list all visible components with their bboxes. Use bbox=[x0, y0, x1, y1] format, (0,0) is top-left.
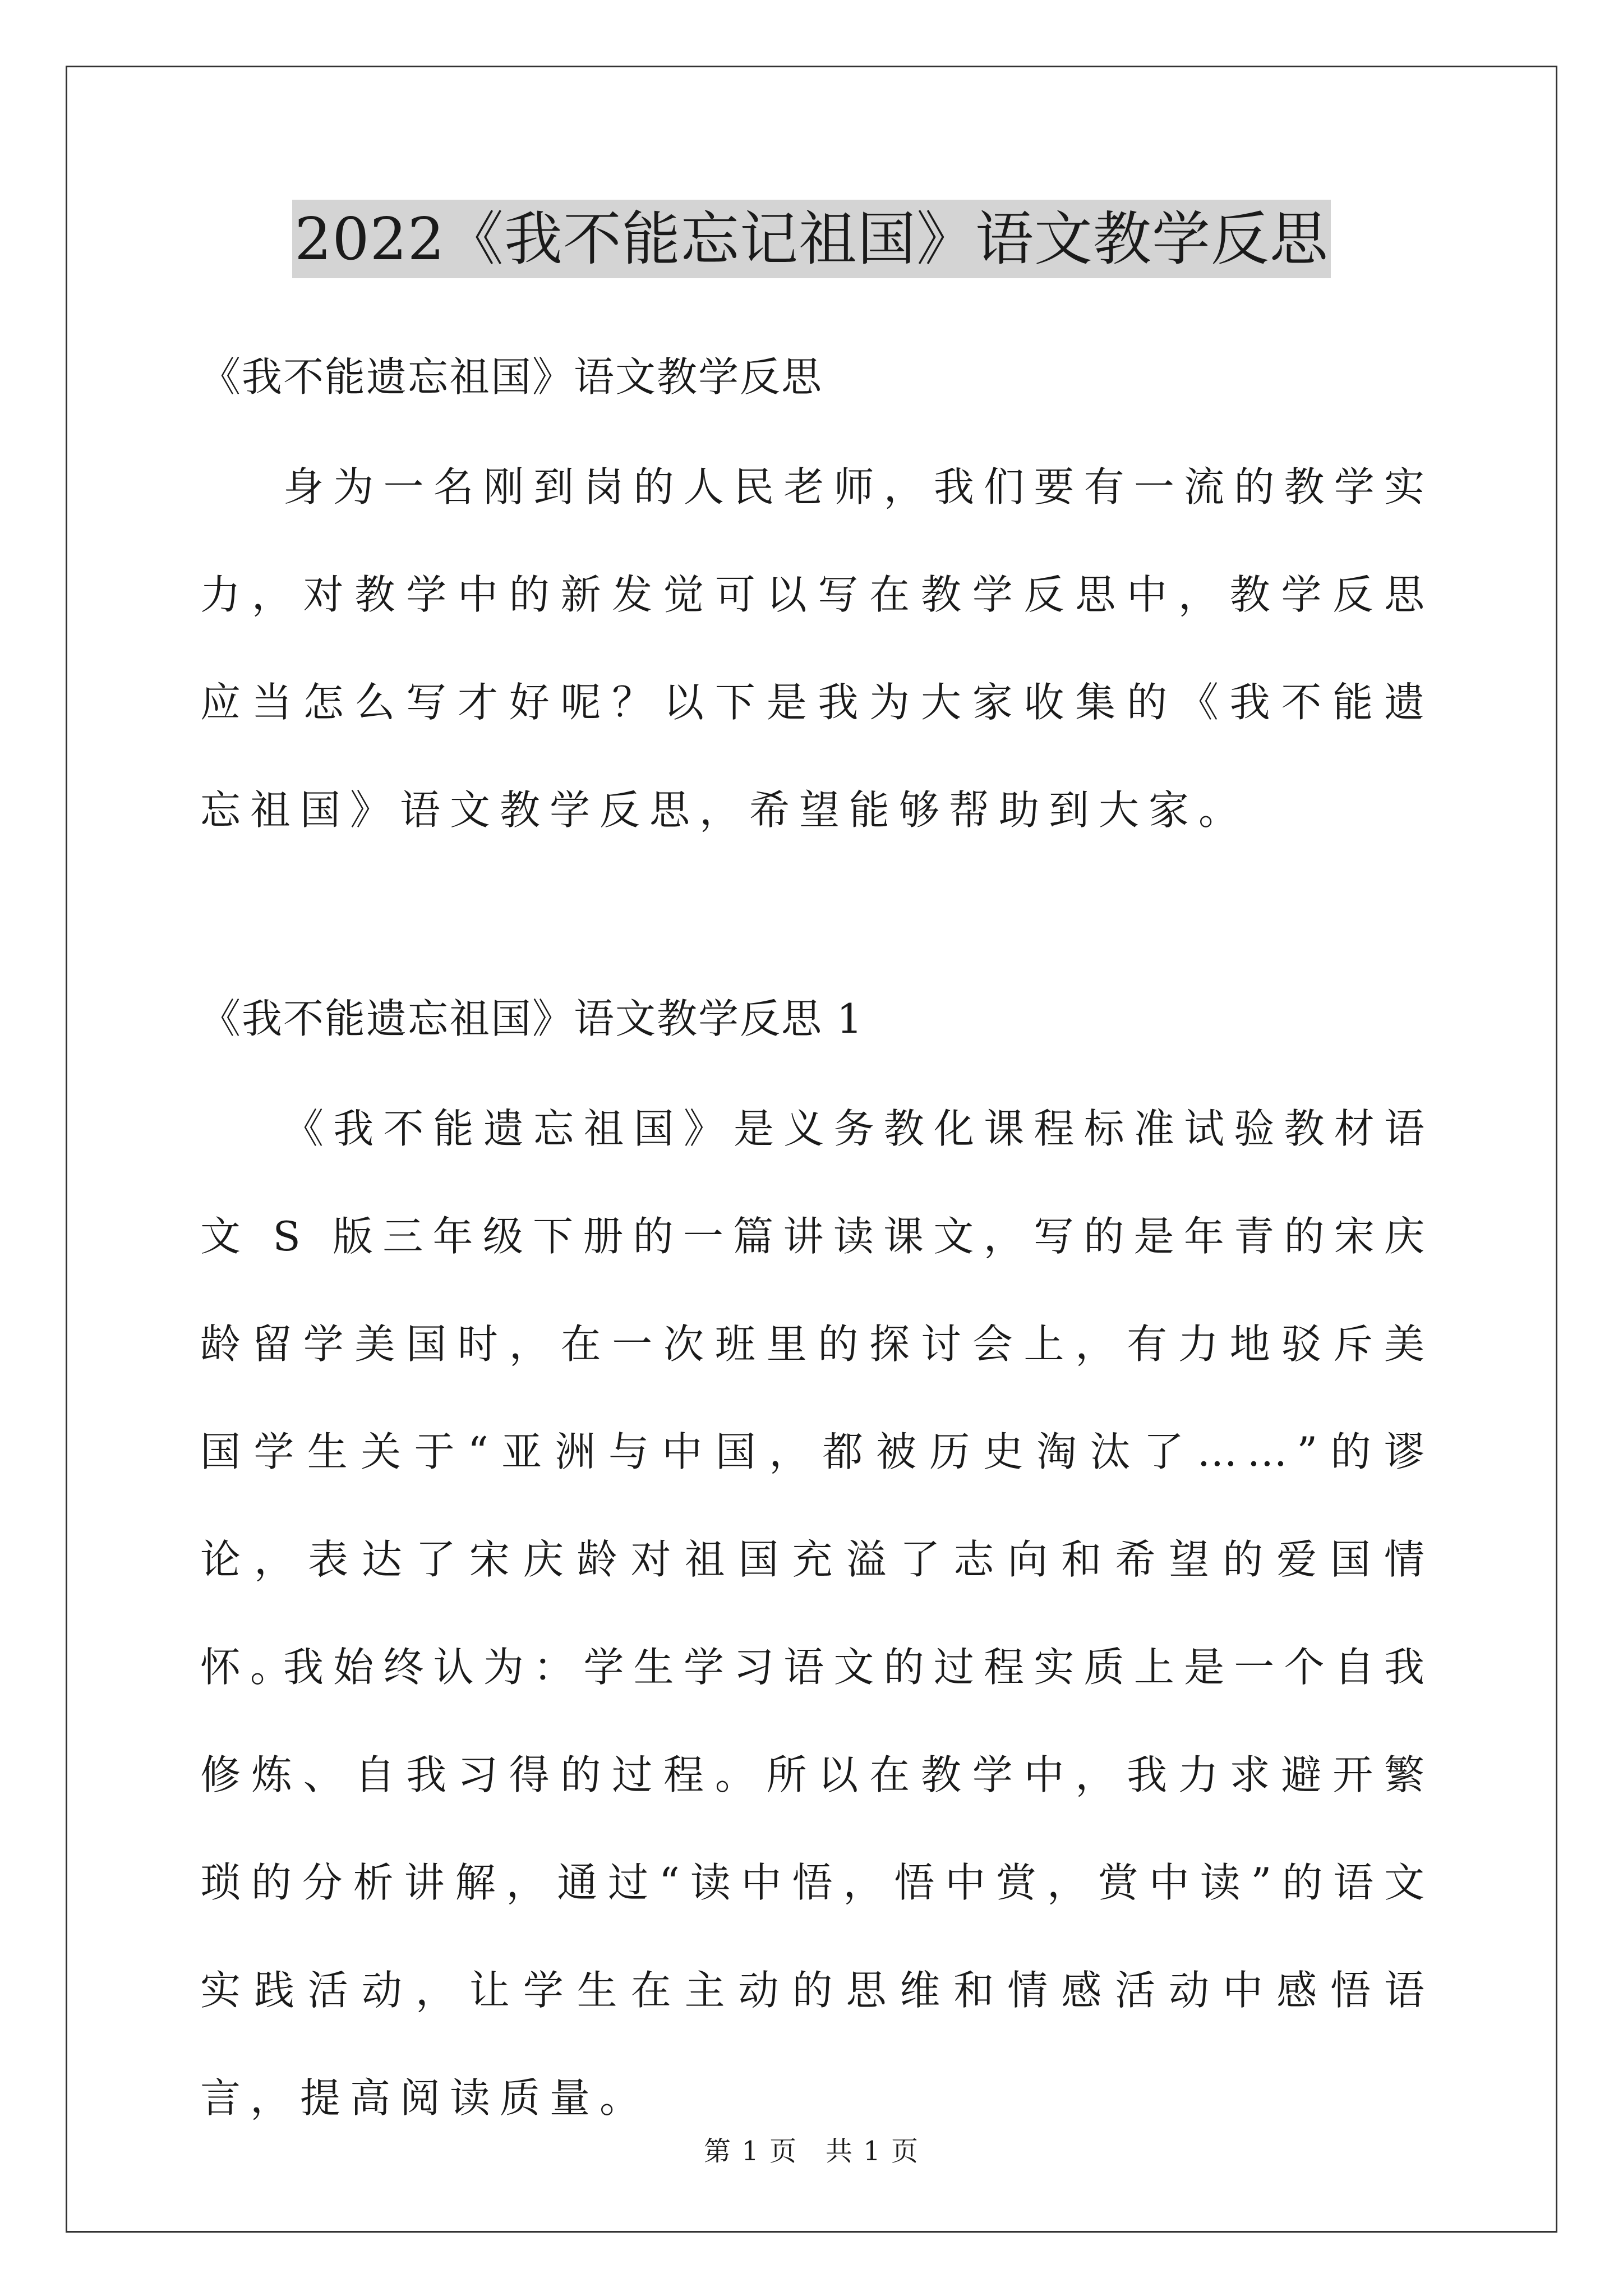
section-heading: 《我不能遗忘祖国》语文教学反思 1 bbox=[200, 995, 864, 1042]
intro-heading: 《我不能遗忘祖国》语文教学反思 bbox=[200, 353, 823, 401]
title-container bbox=[0, 200, 1623, 278]
body-paragraph: 我始终认为：学生学习语文的过程实质上是一个自我修炼、自我习得的过程。所以在教学中，我力求避开繁琐的分析讲解，通过“读中悟，悟中赏，赏中读”的语文实践活动，让学生在主动的思维和情感活动中感悟语言，提高阅读质量。 bbox=[200, 1644, 1434, 2122]
page-footer: 第 1 页 共 1 页 bbox=[703, 2136, 920, 2167]
intro-paragraph: 身为一名刚到岗的人民老师，我们要有一流的教学实力，对教学中的新发觉可以写在教学反思中，教学反思应当怎么写才好呢？以下是我为大家收集的《我不能遗忘祖国》语文教学反思，希望能够帮助到大家。 bbox=[200, 463, 1434, 834]
document-title: 2022《我不能忘记祖国》语文教学反思 bbox=[292, 200, 1331, 278]
body-paragraph: 《我不能遗忘祖国》是义务教化课程标准试验教材语文 S 版三年级下册的一篇讲读课文，写的是年青的宋庆龄留学美国时，在一次班里的探讨会上，有力地驳斥美国学生关于“亚洲与中国，都被历史淘汰了……”的谬论，表达了宋庆龄对祖国充溢了志向和希望的爱国情怀。 bbox=[200, 1105, 1434, 1691]
